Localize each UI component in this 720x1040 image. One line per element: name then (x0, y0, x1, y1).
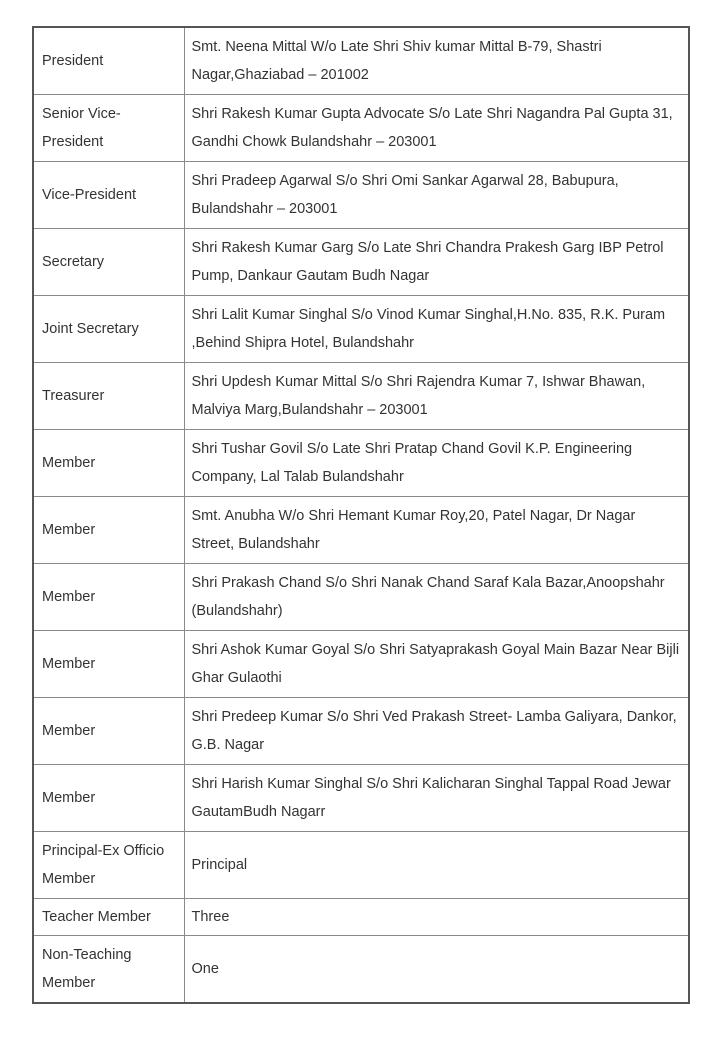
table-row (33, 899, 689, 936)
table-row (33, 95, 689, 162)
role-cell: President (33, 27, 184, 95)
details-cell: Shri Ashok Kumar Goyal S/o Shri Satyaprakash Goyal Main Bazar Near Bijli Ghar Gulaothi (184, 631, 689, 698)
details-cell: Shri Prakash Chand S/o Shri Nanak Chand Saraf Kala Bazar,Anoopshahr (Bulandshahr) (184, 564, 689, 631)
role-cell: Non-Teaching Member (33, 936, 184, 1004)
role-cell: Vice-President (33, 162, 184, 229)
details-cell: Smt. Anubha W/o Shri Hemant Kumar Roy,20, Patel Nagar, Dr Nagar Street, Bulandshahr (184, 497, 689, 564)
details-cell: Shri Pradeep Agarwal S/o Shri Omi Sankar Agarwal 28, Babupura, Bulandshahr – 203001 (184, 162, 689, 229)
committee-table-body (33, 27, 689, 1003)
role-cell: Member (33, 631, 184, 698)
details-cell: Principal (184, 832, 689, 899)
table-row (33, 631, 689, 698)
role-cell: Secretary (33, 229, 184, 296)
role-cell: Principal-Ex Officio Member (33, 832, 184, 899)
role-cell: Teacher Member (33, 899, 184, 936)
table-row (33, 229, 689, 296)
table-row (33, 936, 689, 1004)
committee-table (32, 26, 690, 1004)
details-cell: Shri Updesh Kumar Mittal S/o Shri Rajendra Kumar 7, Ishwar Bhawan, Malviya Marg,Bulandshahr – 203001 (184, 363, 689, 430)
role-cell: Treasurer (33, 363, 184, 430)
table-row (33, 27, 689, 95)
role-cell: Member (33, 698, 184, 765)
details-cell: Shri Harish Kumar Singhal S/o Shri Kalicharan Singhal Tappal Road Jewar GautamBudh Nagarr (184, 765, 689, 832)
role-cell: Joint Secretary (33, 296, 184, 363)
details-cell: Shri Rakesh Kumar Gupta Advocate S/o Late Shri Nagandra Pal Gupta 31, Gandhi Chowk Bulandshahr – 203001 (184, 95, 689, 162)
table-row (33, 698, 689, 765)
details-cell: Shri Lalit Kumar Singhal S/o Vinod Kumar Singhal,H.No. 835, R.K. Puram ,Behind Shipra Hotel, Bulandshahr (184, 296, 689, 363)
table-row (33, 296, 689, 363)
table-row (33, 162, 689, 229)
table-row (33, 497, 689, 564)
role-cell: Member (33, 564, 184, 631)
details-cell: Shri Rakesh Kumar Garg S/o Late Shri Chandra Prakesh Garg IBP Petrol Pump, Dankaur Gautam Budh Nagar (184, 229, 689, 296)
role-cell: Member (33, 430, 184, 497)
details-cell: Shri Predeep Kumar S/o Shri Ved Prakash Street- Lamba Galiyara, Dankor, G.B. Nagar (184, 698, 689, 765)
role-cell: Member (33, 497, 184, 564)
details-cell: Three (184, 899, 689, 936)
details-cell: Shri Tushar Govil S/o Late Shri Pratap Chand Govil K.P. Engineering Company, Lal Talab Bulandshahr (184, 430, 689, 497)
table-row (33, 832, 689, 899)
details-cell: Smt. Neena Mittal W/o Late Shri Shiv kumar Mittal B-79, Shastri Nagar,Ghaziabad – 201002 (184, 27, 689, 95)
details-cell: One (184, 936, 689, 1004)
table-row (33, 765, 689, 832)
table-row (33, 430, 689, 497)
role-cell: Member (33, 765, 184, 832)
table-row (33, 363, 689, 430)
role-cell: Senior Vice-President (33, 95, 184, 162)
table-row (33, 564, 689, 631)
